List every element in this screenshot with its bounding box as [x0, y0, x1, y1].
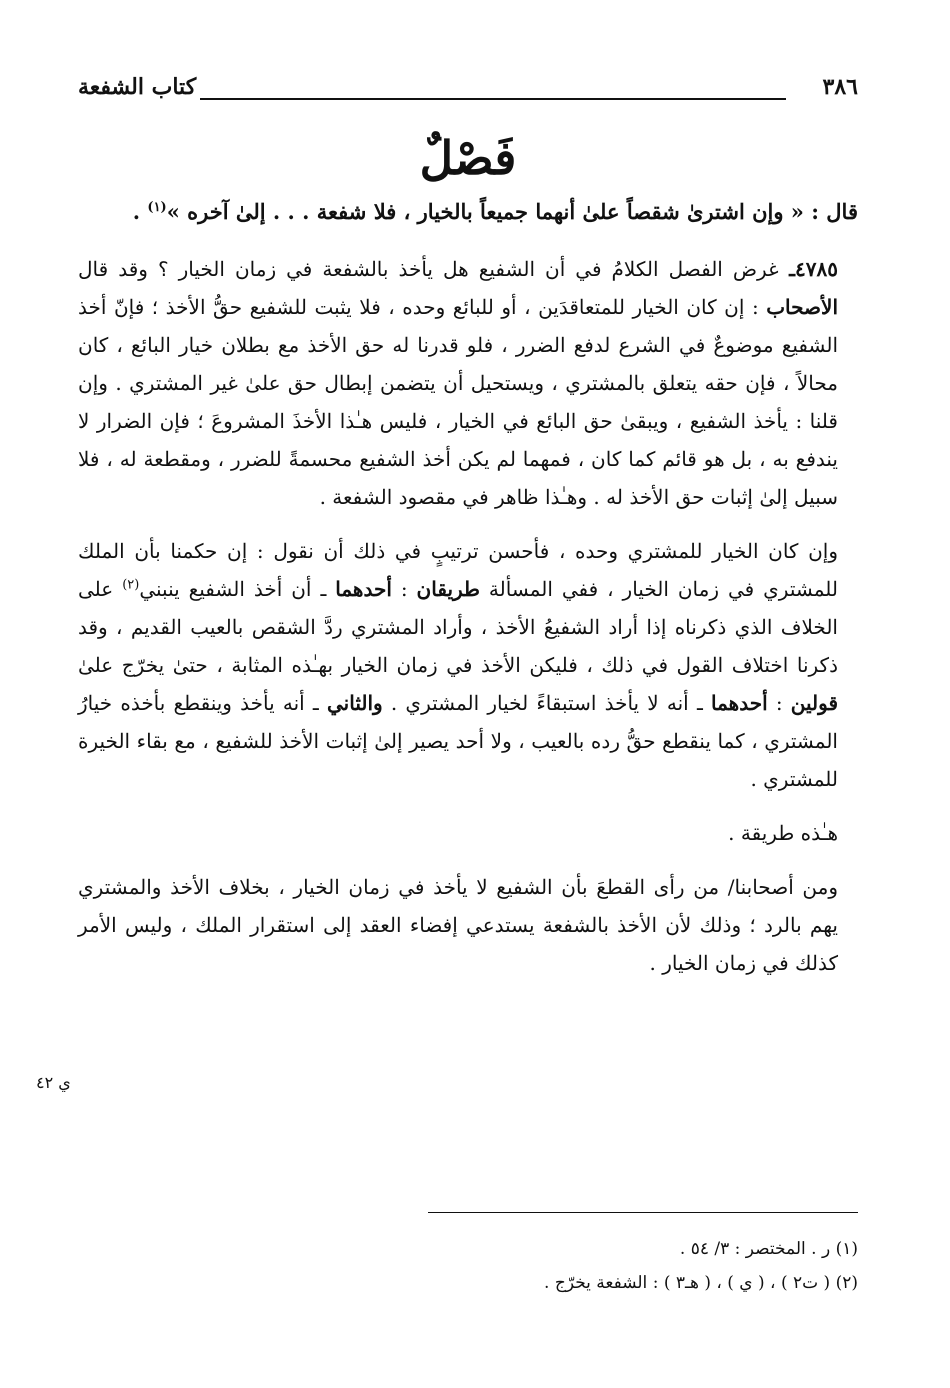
header-rule: [200, 98, 786, 100]
footnote-ref-1[interactable]: (١): [147, 200, 167, 215]
bold-term: قولين: [790, 691, 839, 715]
text-run: :: [767, 691, 791, 715]
bold-term: والثاني: [326, 691, 383, 715]
bold-term: أحدهما: [711, 691, 768, 715]
text-run: : إن كان الخيار للمتعاقدَين ، أو للبائع وحده ، فلا يثبت للشفيع حقُّ الأخذ ؛ فإنّ أخذ الشفيع موضوعٌ في الشرع لدفع الضرر ، فلو قدرنا له حق الأخذ مع بطلان خيار البائع ، كان محالاً ، فإن حقه يتعلق بالمشتري ، ويستحيل أن يتضمن إبطال حق علىٰ غير المشتري . وإن قلنا : يأخذ الشفيع ، ويبقىٰ حق البائع في الخيار ، فليس هـٰذا الأخذَ المشروعَ ؛ فإن الضرار لا يندفع به ، بل هو قائم كما كان ، فمهما لم يكن أخذ الشفيع محسمةً للضرر ، ومقطعة له ، فلا سبيل إلىٰ إثبات حق الأخذ له . وهـٰذا ظاهر في مقصود الشفعة .: [78, 295, 838, 509]
footnote-separator: [428, 1212, 858, 1213]
paragraph-2: [78, 532, 858, 798]
text-run: ـ أنه لا يأخذ استبقاءً لخيار المشتري .: [382, 691, 711, 715]
running-header: [78, 70, 858, 110]
text-run: ـ أنه يأخذ وينقطع بأخذه خيارُ المشتري ، كما ينقطع حقُّ رده بالعيب ، ولا أحد يصير إلىٰ إثبات الأخذ للشفيع ، مع بقاء الخيرة للمشتري .: [78, 691, 838, 791]
paragraph-4: ومن أصحابنا/ من رأى القطعَ بأن الشفيع لا يأخذ في زمان الخيار ، بخلاف الأخذ والمشتري يهم بالرد ؛ وذلك لأن الأخذ بالشفعة يستدعي إفضاء العقد إلى استقرار الملك ، وليس الأمر كذلك في زمان الخيار .: [78, 875, 838, 975]
quote-suffix: .: [132, 199, 148, 224]
text-run: غرض الفصل الكلامُ في أن الشفيع هل يأخذ بالشفعة في زمان الخيار ؟ وقد قال: [78, 257, 779, 281]
quote-text: قال : « وإن اشترىٰ شقصاً علىٰ أنهما جميعاً بالخيار ، فلا شفعة . . . إلىٰ آخره »: [166, 199, 858, 224]
text-run: على الخلاف الذي ذكرناه إذا أراد الشفيعُ الأخذ ، وأراد المشتري ردَّ الشقص بالعيب القديم ، وقد ذكرنا اختلاف القول في ذلك ، فليكن الأخذ في زمان الخيار بهـٰذه المثابة ، حتىٰ يخرّج علىٰ: [78, 577, 838, 677]
footnote-2: (٢) ( ت٢ ) ، ( ي ) ، ( هـ٣ ) : الشفعة يخرّج .: [544, 1273, 858, 1293]
paragraph-number: ٤٧٨٥ـ: [778, 257, 839, 281]
footnotes: [158, 1232, 858, 1300]
bold-term: طريقان: [416, 577, 480, 601]
section-heading: فَصْلٌ: [419, 131, 517, 185]
footnote-ref-2[interactable]: (٢): [122, 577, 140, 593]
quoted-text: [78, 192, 858, 232]
footnote-1: (١) ر . المختصر : ٣/ ٥٤ .: [679, 1239, 858, 1259]
margin-manuscript-ref: ي ٤٢: [36, 1073, 71, 1092]
text-run: :: [391, 577, 417, 601]
page-number: ٣٨٦: [822, 74, 858, 100]
bold-term: الأصحاب: [766, 295, 838, 319]
book-page: [78, 70, 858, 998]
bold-term: أحدهما: [335, 577, 392, 601]
text-run: ـ أن أخذ الشفيع ينبني: [139, 577, 336, 601]
text-run: وإن كان الخيار للمشتري وحده ، فأحسن ترتيبٍ في ذلك أن نقول : إن حكمنا بأن الملك للمشتري في زمان الخيار ، ففي المسألة: [78, 539, 838, 601]
book-title: كتاب الشفعة: [78, 74, 197, 100]
paragraph-3: هـٰذه طريقة .: [728, 821, 838, 845]
paragraph-4785: [78, 250, 858, 516]
